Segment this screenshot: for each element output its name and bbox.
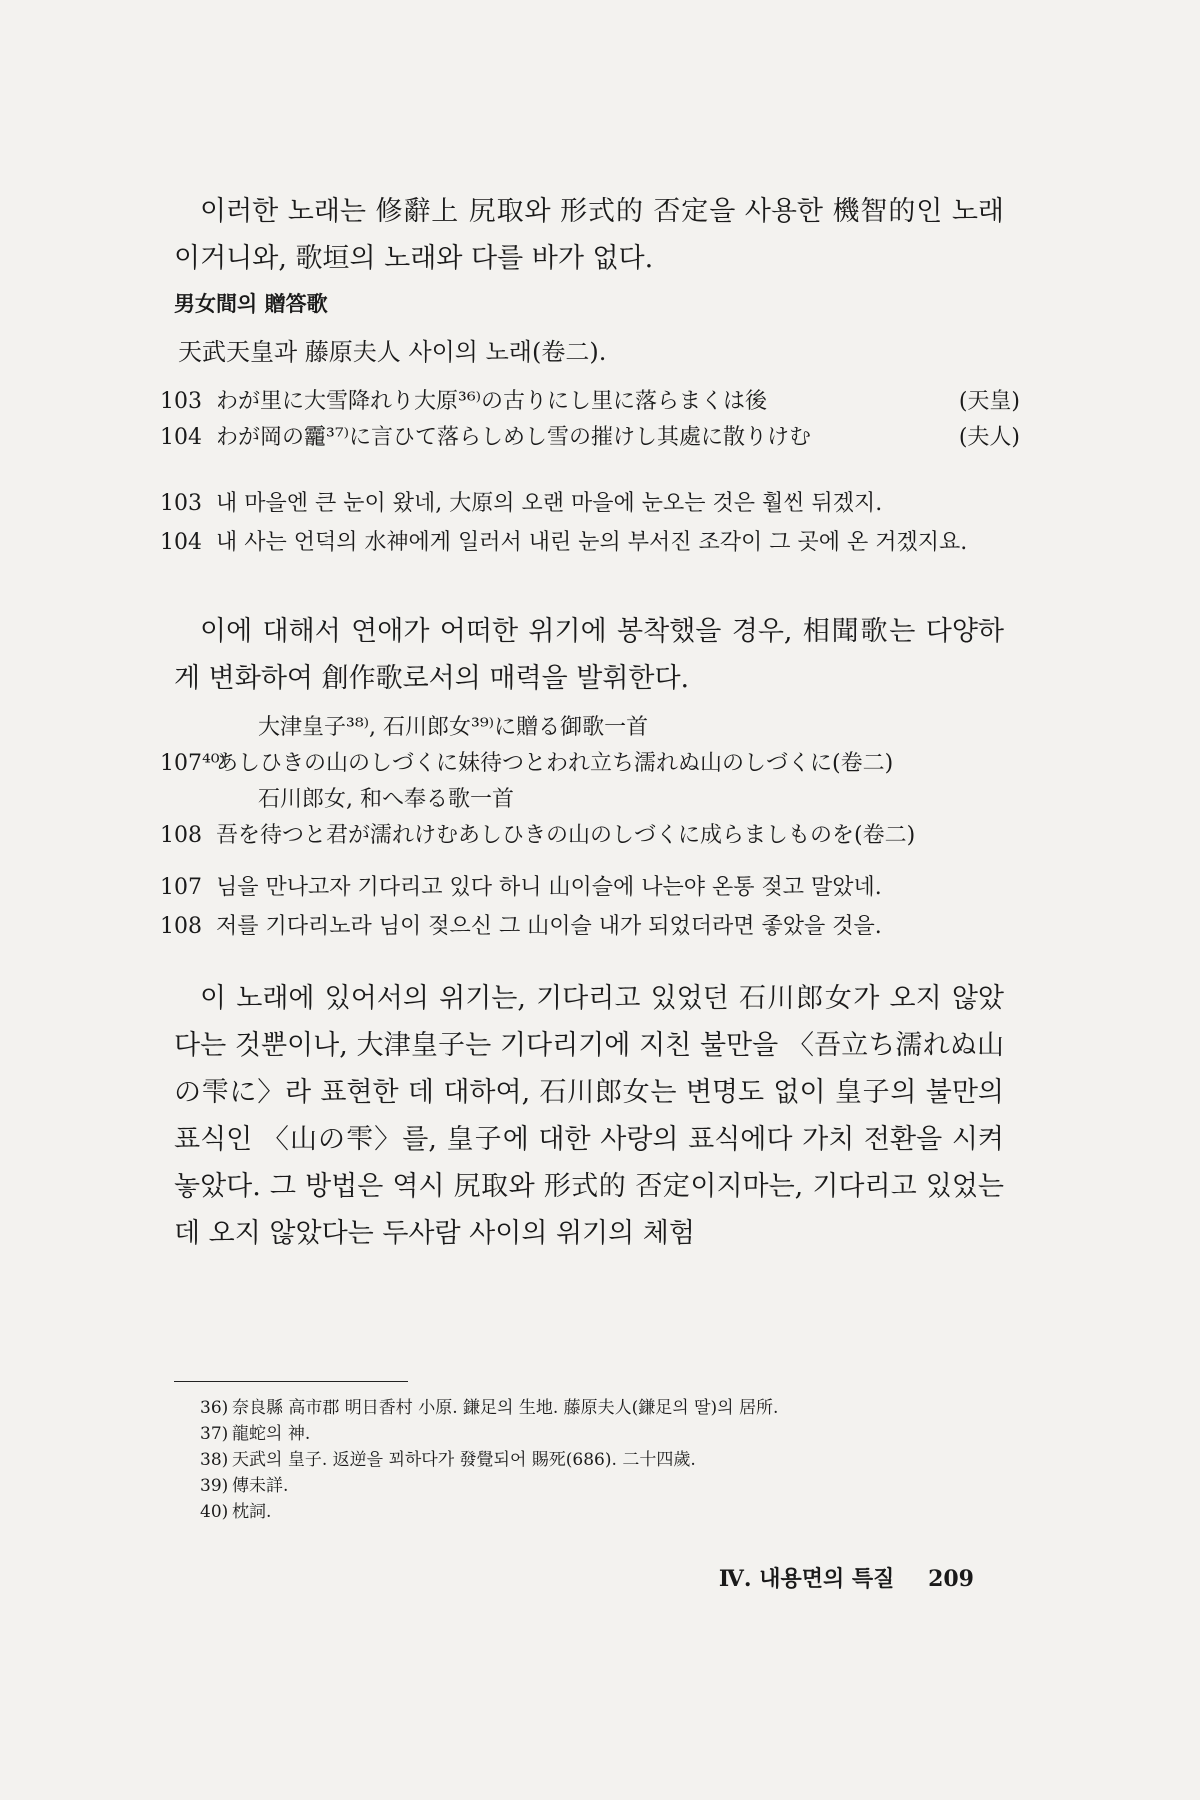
translation-line [160, 868, 1020, 907]
translation-number: 104 [160, 530, 202, 555]
verse-text: 吾を待つと君が濡れけむあしひきの山のしづくに成らましものを(卷二) [216, 823, 916, 848]
verse-line [160, 818, 1020, 854]
translation-text: 내 사는 언덕의 水神에게 일러서 내린 눈의 부서진 조각이 그 곳에 온 거겠지요. [216, 530, 968, 555]
verse-author: (天皇) [958, 389, 1020, 414]
footnote-number: 37) [200, 1424, 229, 1444]
translation-text: 님을 만나고자 기다리고 있다 하니 山이슬에 나는야 온통 젖고 말았네. [216, 875, 882, 900]
section-heading [174, 288, 1004, 367]
translation-number: 107 [160, 875, 202, 900]
footnote-text: 枕詞. [232, 1502, 272, 1522]
verse-author: (夫人) [958, 425, 1020, 450]
translations-group-2 [160, 868, 1020, 946]
verse-heading-text: 大津皇子³⁸⁾, 石川郎女³⁹⁾に贈る御歌一首 [258, 715, 649, 740]
translation-line [160, 907, 1020, 946]
verse-number: 108 [160, 823, 202, 848]
footnote-number: 40) [200, 1502, 229, 1522]
footnote [200, 1473, 1000, 1499]
footnotes [200, 1395, 1000, 1525]
paragraph-2-text: 이에 대해서 연애가 어떠한 위기에 봉착했을 경우, 相聞歌는 다양하게 변화하여 創作歌로서의 매력을 발휘한다. [174, 616, 1004, 694]
translation-number: 103 [160, 491, 202, 516]
verse-heading [160, 710, 1020, 746]
verse-text: わが岡の龗³⁷⁾に言ひて落らしめし雪の摧けし其處に散りけむ [216, 425, 812, 450]
intro-text: 이러한 노래는 修辭上 尻取와 形式的 否定을 사용한 機智的인 노래이거니와, 歌垣의 노래와 다를 바가 없다. [174, 196, 1004, 274]
footnote [200, 1499, 1000, 1525]
verse-number: 103 [160, 389, 202, 414]
verse-line [160, 384, 1020, 420]
footnote [200, 1447, 1000, 1473]
paragraph-2 [174, 608, 1004, 702]
verse-text: わが里に大雪降れり大原³⁶⁾の古りにし里に落らまくは後 [216, 389, 768, 414]
verse-text: あしひきの山のしづくに妹待つとわれ立ち濡れぬ山のしづくに(卷二) [216, 751, 894, 776]
verse-heading-text: 石川郎女, 和へ奉る歌一首 [258, 787, 514, 812]
footnote-number: 39) [200, 1476, 229, 1496]
footnote [200, 1395, 1000, 1421]
translation-line [160, 484, 1020, 523]
footnote-text: 奈良縣 高市郡 明日香村 小原. 鎌足의 生地. 藤原夫人(鎌足의 딸)의 居所. [232, 1398, 779, 1418]
translation-text: 저를 기다리노라 님이 젖으신 그 山이슬 내가 되었더라면 좋았을 것을. [216, 914, 882, 939]
verse-heading [160, 782, 1020, 818]
footnote-text: 天武의 皇子. 返逆을 꾀하다가 發覺되어 賜死(686). 二十四歲. [232, 1450, 696, 1470]
footnote-number: 36) [200, 1398, 229, 1418]
footnote-number: 38) [200, 1450, 229, 1470]
footnote-text: 龍蛇의 神. [232, 1424, 311, 1444]
verse-number: 107⁴⁰⁾ [160, 751, 226, 776]
translation-line [160, 523, 1020, 562]
translation-number: 108 [160, 914, 202, 939]
footnote-rule [174, 1381, 408, 1382]
paragraph-3 [174, 975, 1004, 1257]
intro-paragraph [174, 188, 1004, 282]
footnote-text: 傳未詳. [232, 1476, 289, 1496]
page-number: 209 [928, 1566, 974, 1592]
verse-line [160, 420, 1020, 456]
translations-group-1 [160, 484, 1020, 562]
footnote [200, 1421, 1000, 1447]
paragraph-3-text: 이 노래에 있어서의 위기는, 기다리고 있었던 石川郎女가 오지 않았다는 것뿐이나, 大津皇子는 기다리기에 지친 불만을 〈吾立ち濡れぬ山の雫に〉라 표현한 데 대하여, 石川郎女는 변명도 없이 皇子의 불만의 표식인 〈山の雫〉를, 皇子에 대한 사랑의 표식에다 가치 전환을 시켜 놓았다. 그 방법은 역시 尻取와 形式的 否定이지마는, 기다리고 있었는데 오지 않았다는 두사람 사이의 위기의 체험 [174, 983, 1004, 1249]
verses-group-2 [160, 710, 1020, 854]
verse-line [160, 746, 1020, 782]
chapter-title: Ⅳ. 내용면의 특질 [718, 1566, 895, 1592]
page-footer [719, 1562, 974, 1593]
section-subtitle: 天武天皇과 藤原夫人 사이의 노래(卷二). [178, 338, 607, 366]
verse-number: 104 [160, 425, 202, 450]
translation-text: 내 마을엔 큰 눈이 왔네, 大原의 오랜 마을에 눈오는 것은 훨씬 뒤겠지. [216, 491, 883, 516]
verses-group-1 [160, 384, 1020, 456]
section-title: 男女間의 贈答歌 [174, 292, 328, 316]
